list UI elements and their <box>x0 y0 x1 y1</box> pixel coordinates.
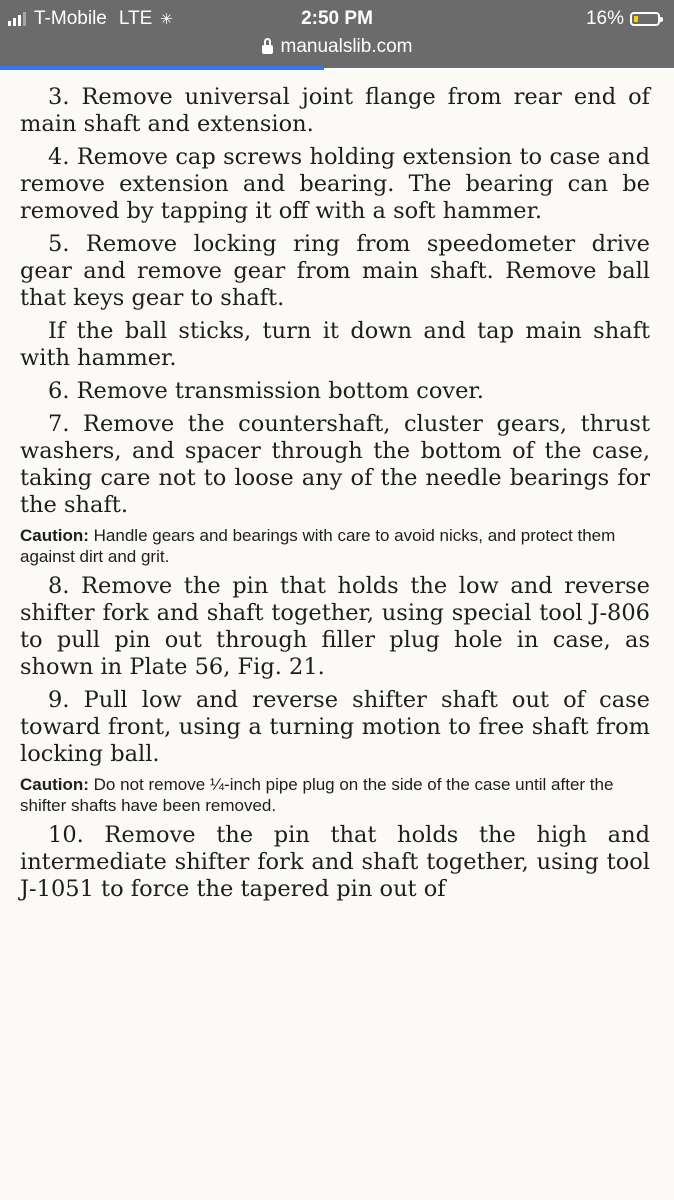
url-text[interactable]: manualslib.com <box>280 36 413 57</box>
carrier-name: T-Mobile <box>34 8 107 29</box>
battery-fill <box>634 16 638 22</box>
battery-status <box>586 8 660 30</box>
instruction-paragraph: 10. Remove the pin that holds the high and intermediate shifter fork and shaft together, using tool J-1051 to force the tapered pin out of <box>20 822 650 902</box>
document-page[interactable] <box>0 70 674 1200</box>
instruction-paragraph: 3. Remove universal joint flange from rear end of main shaft and extension. <box>20 84 650 137</box>
document-text <box>0 70 674 903</box>
network-type: LTE <box>118 8 153 29</box>
caution-label: Caution: <box>20 775 94 794</box>
battery-percent: 16% <box>585 8 624 29</box>
caution-text: Do not remove ¼-inch pipe plug on the side of the case until after the shifter shafts have been removed. <box>20 775 614 815</box>
caution-text: Handle gears and bearings with care to avoid nicks, and protect them against dirt and grit. <box>20 526 616 566</box>
instruction-paragraph: 9. Pull low and reverse shifter shaft out of case toward front, using a turning motion to free shaft from locking ball. <box>20 687 650 767</box>
instruction-paragraph: If the ball sticks, turn it down and tap main shaft with hammer. <box>20 318 650 371</box>
battery-icon <box>630 12 660 26</box>
instruction-paragraph: 4. Remove cap screws holding extension to case and remove extension and bearing. The bearing can be removed by tapping it off with a soft hammer. <box>20 144 650 224</box>
instruction-paragraph: 6. Remove transmission bottom cover. <box>48 378 484 404</box>
lock-icon <box>262 45 273 54</box>
address-bar[interactable] <box>0 36 674 58</box>
clock: 2:50 PM <box>301 8 373 29</box>
instruction-paragraph: 5. Remove locking ring from speedometer drive gear and remove gear from main shaft. Remove ball that keys gear to shaft. <box>20 231 650 311</box>
caution-note <box>20 525 650 567</box>
instruction-paragraph: 7. Remove the countershaft, cluster gears, thrust washers, and spacer through the bottom of the case, taking care not to loose any of the needle bearings for the shaft. <box>20 411 650 518</box>
activity-spinner-icon: ✳ <box>160 11 173 28</box>
status-bar <box>0 0 674 68</box>
caution-label: Caution: <box>20 526 94 545</box>
caution-note <box>20 774 650 816</box>
instruction-paragraph: 8. Remove the pin that holds the low and reverse shifter fork and shaft together, using special tool J-806 to pull pin out through filler plug hole in case, as shown in Plate 56, Fig. 21. <box>20 573 650 680</box>
